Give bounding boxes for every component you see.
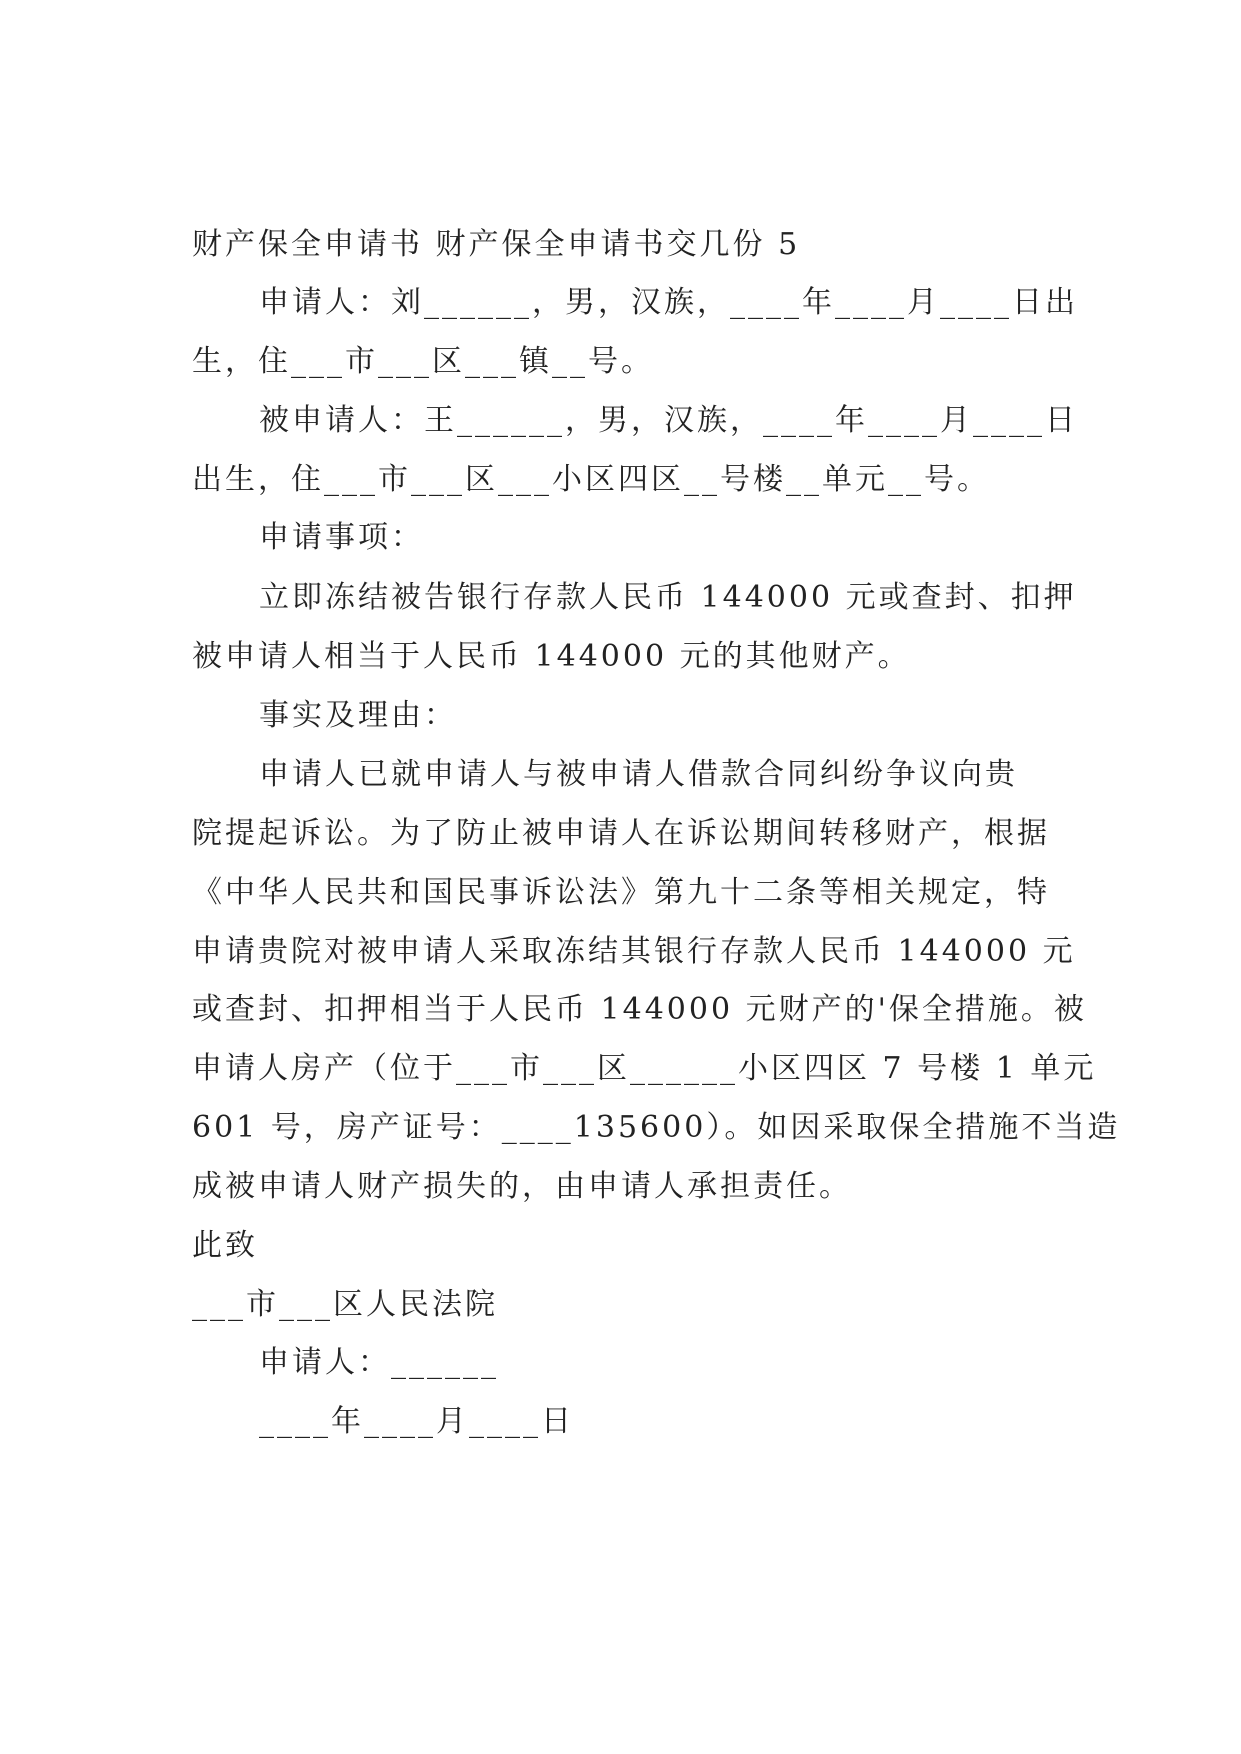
facts-line: 或查封、扣押相当于人民币 144000 元财产的'保全措施。被: [192, 992, 1087, 1027]
matters-line-2: 被申请人相当于人民币 144000 元的其他财产。: [192, 639, 911, 674]
document-title: 财产保全申请书 财产保全申请书交几份 5: [192, 227, 801, 262]
respondent-line-2: 出生，住___市___区___小区四区__号楼__单元__号。: [192, 462, 990, 497]
facts-line: 申请人已就申请人与被申请人借款合同纠纷争议向贵: [259, 757, 1018, 792]
date-line: ____年____月____日: [259, 1404, 574, 1439]
facts-line: 院提起诉讼。为了防止被申请人在诉讼期间转移财产，根据: [192, 816, 1050, 851]
respondent-line-1: 被申请人：王______，男，汉族，____年____月____日: [259, 403, 1078, 438]
court-name: ___市___区人民法院: [192, 1287, 498, 1322]
closing-salutation: 此致: [192, 1228, 258, 1263]
applicant-line-2: 生，住___市___区___镇__号。: [192, 344, 654, 379]
matters-line-1: 立即冻结被告银行存款人民币 144000 元或查封、扣押: [259, 580, 1077, 615]
facts-heading: 事实及理由：: [259, 698, 457, 733]
facts-line: 申请人房产（位于___市___区______小区四区 7 号楼 1 单元: [192, 1051, 1097, 1086]
signature-line: 申请人：______: [259, 1345, 499, 1380]
facts-line: 601 号，房产证号：____135600）。如因采取保全措施不当造: [192, 1110, 1121, 1145]
facts-line: 《中华人民共和国民事诉讼法》第九十二条等相关规定，特: [192, 875, 1050, 910]
matters-heading: 申请事项：: [259, 520, 424, 555]
applicant-line-1: 申请人：刘______，男，汉族，____年____月____日出: [259, 285, 1078, 320]
facts-line: 成被申请人财产损失的，由申请人承担责任。: [192, 1169, 852, 1204]
facts-line: 申请贵院对被申请人采取冻结其银行存款人民币 144000 元: [192, 934, 1076, 969]
